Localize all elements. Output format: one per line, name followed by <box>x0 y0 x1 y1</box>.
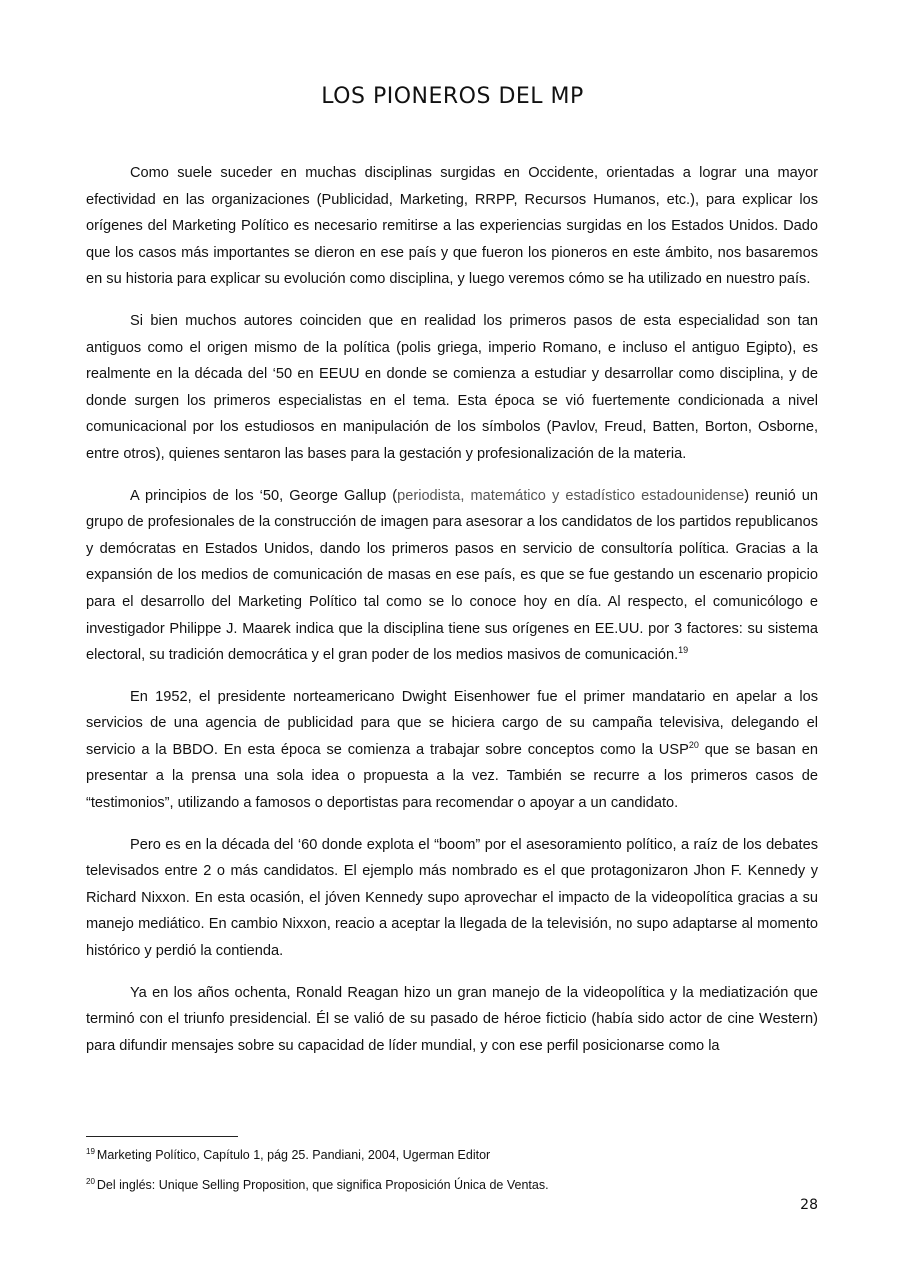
paragraph-1: Como suele suceder en muchas disciplinas surgidas en Occidente, orientadas a lograr una mayor efectividad en las organizaciones (Publicidad, Marketing, RRPP, Recursos Humanos, etc.), para explicar los orígenes del Marketing Político es necesario remitirse a las experiencias surgidas en los Estados Unidos. Dado que los casos más importantes se dieron en ese país y que fueron los pioneros en este ámbito, nos basaremos en su historia para explicar su evolución como disciplina, y luego veremos cómo se ha utilizado en nuestro país. <box>86 165 818 288</box>
page-number: 28 <box>800 1197 818 1213</box>
footnote-text: Marketing Político, Capítulo 1, pág 25. Pandiani, 2004, Ugerman Editor <box>96 1148 491 1162</box>
footnote-text: Del inglés: Unique Selling Proposition, que significa Proposición Única de Ventas. <box>96 1178 549 1192</box>
paragraph-4-text-b: que se basan en presentar a la prensa una sola idea o propuesta a la vez. También se recurre a los primeros casos de “testimonios”, utilizando a famosos o deportistas para recomendar o apoyar a un candidato. <box>86 741 818 812</box>
paragraph-6: Ya en los años ochenta, Ronald Reagan hizo un gran manejo de la videopolítica y la mediatización que terminó con el triunfo presidencial. Él se valió de su pasado de héroe ficticio (había sido actor de cine Western) para difundir mensajes sobre su capacidad de líder mundial, y con ese perfil posicionarse como la <box>86 984 818 1054</box>
footnote-divider <box>86 1136 238 1137</box>
paragraph-3-text-a: A principios de los ‘50, George Gallup ( <box>130 487 398 504</box>
page-title: LOS PIONEROS DEL MP <box>321 84 584 109</box>
body-text <box>86 160 818 1059</box>
footnotes <box>86 1146 818 1206</box>
footnote-number: 20 <box>86 1177 95 1186</box>
paragraph-3-muted-text: periodista, matemático y estadístico estadounidense <box>397 487 745 504</box>
paragraph-4-text-a: En 1952, el presidente norteamericano Dwight Eisenhower fue el primer mandatario en apelar a los servicios de una agencia de publicidad para que se hiciera cargo de su campaña televisiva, delegando el servicio a la BBDO. En esta época se comienza a trabajar sobre conceptos como la USP <box>86 688 818 758</box>
paragraph-2: Si bien muchos autores coinciden que en realidad los primeros pasos de esta especialidad son tan antiguos como el origen mismo de la política (polis griega, imperio Romano, e incluso el antiguo Egipto), es realmente en la década del ‘50 en EEUU en donde se comienza a estudiar y desarrollar como disciplina, y de donde surgen los primeros especialistas en el tema. Esta época se vió fuertemente condicionada a nivel comunicacional por los estudiosos en manipulación de los símbolos (Pavlov, Freud, Batten, Borton, Osborne, entre otros), quienes sentaron las bases para la gestación y profesionalización de la materia. <box>86 312 818 462</box>
footnote-ref-20[interactable]: 20 <box>688 739 699 750</box>
footnote-number: 19 <box>86 1147 95 1156</box>
footnote-19 <box>86 1146 818 1164</box>
paragraph-5: Pero es en la década del ‘60 donde explota el “boom” por el asesoramiento político, a raíz de los debates televisados entre 2 o más candidatos. El ejemplo más nombrado es el que protagonizaron Jhon F. Kennedy y Richard Nixxon. En esta ocasión, el jóven Kennedy supo aprovechar el impacto de la videopolítica gracias a su manejo mediático. En cambio Nixxon, reacio a aceptar la llegada de la televisión, no supo adaptarse al momento histórico y perdió la contienda. <box>86 836 818 960</box>
paragraph-4 <box>86 684 818 817</box>
paragraph-3 <box>86 483 818 669</box>
paragraph-3-text-b: ) reunió un grupo de profesionales de la construcción de imagen para asesorar a los candidatos de los partidos republicanos y demócratas en Estados Unidos, dando los primeros pasos en servicio de consultoría política. Gracias a la expansión de los medios de comunicación de masas en ese país, es que se fue gestando un escenario propicio para el desarrollo del Marketing Político tal como se lo conoce hoy en día. Al respecto, el comunicólogo e investigador Philippe J. Maarek indica que la disciplina tiene sus orígenes en EE.UU. por 3 factores: su sistema electoral, su tradición democrática y el gran poder de los medios masivos de comunicación. <box>86 487 818 664</box>
footnote-ref-19[interactable]: 19 <box>678 645 689 656</box>
footnote-20 <box>86 1176 818 1194</box>
